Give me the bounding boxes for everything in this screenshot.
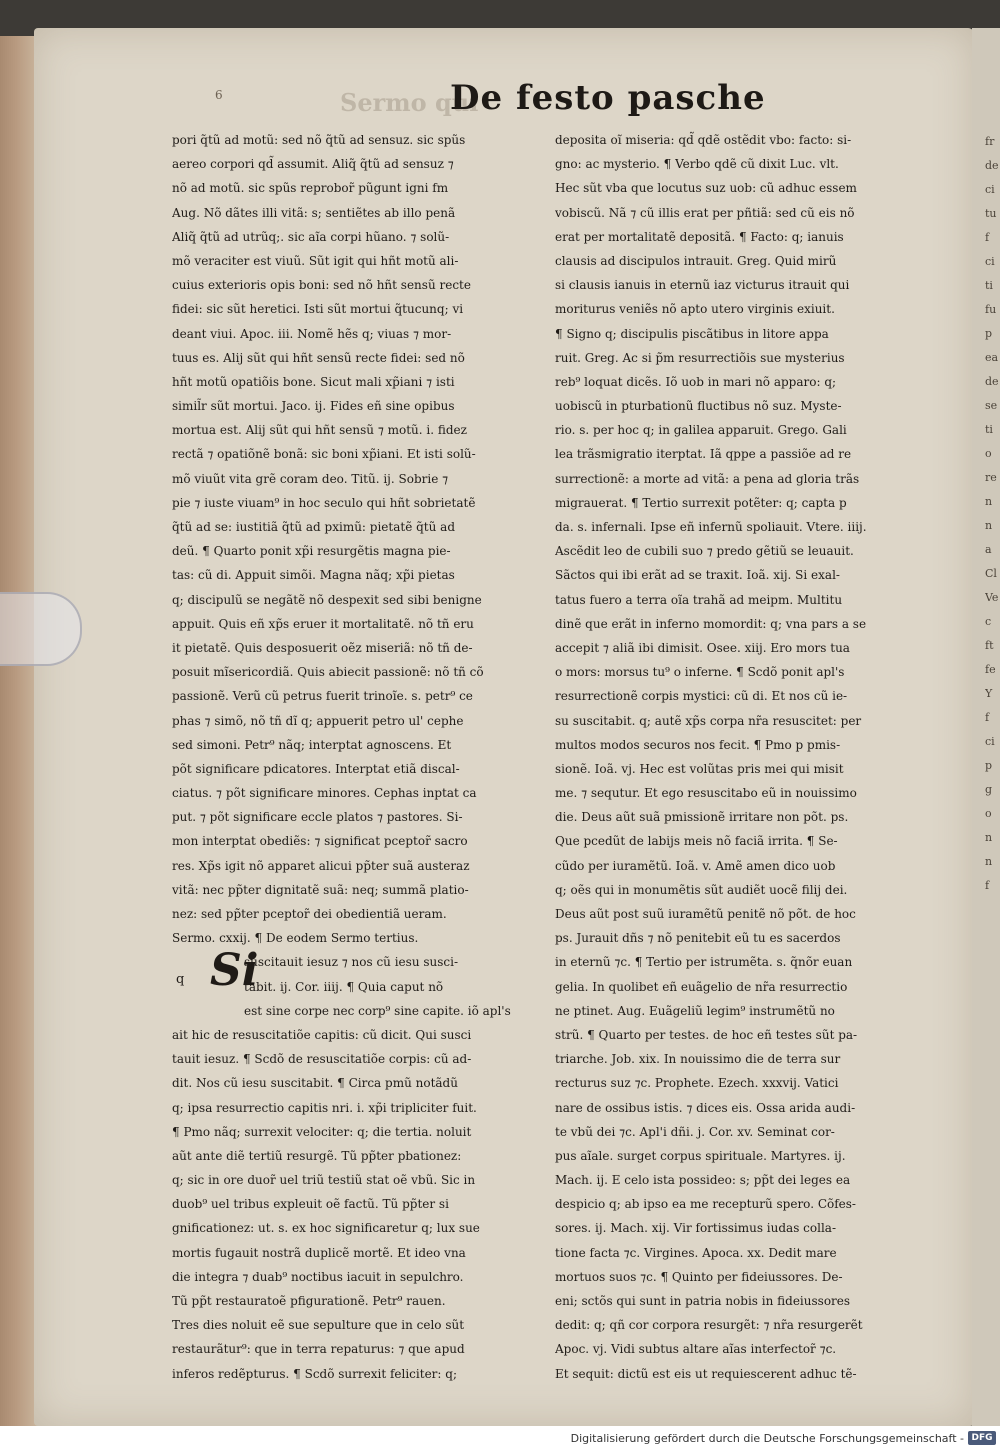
text-line: mon interptat obediẽs: ⁊ significat pceptor̃ sacro	[172, 834, 468, 849]
margin-fragment: ti	[985, 279, 993, 292]
text-line: te vbũ dei ⁊c. Apl'i dñi. j. Cor. xv. Seminat cor-	[555, 1124, 835, 1139]
margin-fragment: n	[985, 519, 993, 532]
text-line: ruit. Greg. Ac si p̃m resurrectiõis sue mysterius	[555, 350, 845, 365]
margin-fragment: n	[985, 831, 993, 844]
text-line: nez: sed pp̃ter pceptor̃ dei obedientiã ueram.	[172, 907, 447, 921]
text-line: dedit: q; qñ cor corpora resurgẽt: ⁊ nr̃a resurgerẽt	[555, 1318, 863, 1333]
text-line: mortuos suos ⁊c. ¶ Quinto per fideiussores. De-	[555, 1269, 843, 1284]
margin-fragment: Y	[985, 687, 993, 700]
left-column	[172, 128, 572, 1386]
margin-fragment: ea	[985, 351, 999, 364]
text-line: est sine corpe nec corp⁹ sine capite. iõ apl's	[244, 1003, 511, 1018]
digitization-credit: Digitalisierung gefördert durch die Deutsche Forschungsgemeinschaft -	[570, 1432, 964, 1445]
margin-fragment: ci	[985, 183, 995, 196]
text-line: q; ipsa resurrectio capitis nri. i. xp̃i tripliciter fuit.	[172, 1100, 477, 1115]
text-line: q; oẽs qui in monumẽtis sũt audiẽt uocẽ filij dei.	[555, 882, 848, 897]
text-line: tabit. ij. Cor. iiij. ¶ Quia caput nõ	[244, 979, 444, 994]
text-line: Tũ pp̃t restauratoẽ pfigurationẽ. Petr⁹ rauen.	[172, 1294, 446, 1309]
text-line: triarche. Job. xix. In nouissimo die de terra sur	[555, 1052, 841, 1067]
text-line: Ascẽdit leo de cubili suo ⁊ predo gẽtiũ se leuauit.	[555, 544, 854, 559]
text-line: cũdo per iuramẽtũ. Ioã. v. Amẽ amen dico uob	[555, 858, 836, 873]
text-line: cuius exterioris opis boni: sed nõ hñt sensũ recte	[172, 278, 471, 293]
text-line: deant viui. Apoc. iii. Nomẽ hẽs q; viuas ⁊ mor-	[172, 326, 452, 341]
text-line: uobiscũ in pturbationũ fluctibus nõ suz. Myste-	[555, 399, 842, 414]
text-line: accepit ⁊ aliã ibi dimisit. Osee. xiij. Ero mors tua	[555, 640, 850, 655]
text-line: suscitauit iesuz ⁊ nos cũ iesu susci-	[244, 955, 459, 970]
text-line: eni; sctõs qui sunt in patria nobis in fideiussores	[555, 1294, 851, 1308]
text-line: inferos redẽpturus. ¶ Scdõ surrexit feliciter: q;	[172, 1366, 457, 1381]
text-line: nare de ossibus istis. ⁊ dices eis. Ossa arida audi-	[555, 1100, 856, 1115]
facing-page-margin	[985, 130, 1000, 1430]
text-line: gno: ac mysterio. ¶ Verbo qdẽ cũ dixit Luc. vlt.	[555, 157, 839, 172]
text-line: die integra ⁊ duab⁹ noctibus iacuit in sepulchro.	[172, 1269, 464, 1284]
text-line: Sãctos qui ibi erãt ad se traxit. Ioã. xij. Si exal-	[555, 568, 840, 583]
text-line: surrectionẽ: a morte ad vitã: a pena ad gloria trãs	[555, 471, 860, 486]
text-line: Apoc. vj. Vidi subtus altare aĩas interfector̃ ⁊c.	[555, 1342, 837, 1357]
margin-fragment: ft	[985, 639, 994, 652]
margin-fragment: c	[985, 615, 992, 628]
text-line: mortua est. Alij sũt qui hñt sensũ ⁊ motũ. i. fidez	[172, 423, 467, 438]
margin-fragment: o	[985, 807, 992, 820]
text-line: simil̃r sũt mortui. Jaco. ij. Fides eñ sine opibus	[172, 399, 455, 414]
show-through-text: Sermo qui	[340, 88, 479, 117]
text-line: phas ⁊ simõ, nõ tñ dĩ q; appuerit petro ul' cephe	[172, 713, 464, 728]
margin-fragment: ci	[985, 255, 995, 268]
text-line: ¶ Pmo nãq; surrexit velociter: q; die tertia. noluit	[172, 1124, 472, 1139]
text-line: aũt ante diẽ tertiũ resurgẽ. Tũ pp̃ter pbationez:	[172, 1148, 462, 1163]
text-line: deposita oĩ miseria: qd̃ qdẽ ostẽdit vbo: facto: si-	[555, 133, 852, 147]
text-line: posuit mĩsericordiã. Quis abiecit passionẽ: nõ tñ cõ	[172, 665, 484, 680]
text-line: pie ⁊ iuste viuam⁹ in hoc seculo qui hñt sobrietatẽ	[172, 495, 476, 510]
text-line: mõ veraciter est viuũ. Sũt igit qui hñt motũ ali-	[172, 253, 459, 268]
initial-lines	[244, 950, 574, 1023]
text-line: ¶ Signo q; discipulis piscãtibus in litore appa	[555, 326, 829, 341]
margin-fragment: fu	[985, 303, 997, 316]
text-line: Et sequit: dictũ est eis ut requiescerent adhuc tẽ-	[555, 1366, 857, 1381]
text-line: ne ptinet. Aug. Euãgeliũ legim⁹ instrumẽtũ no	[555, 1003, 835, 1018]
margin-fragment: fr	[985, 135, 995, 148]
text-line: dinẽ que erãt in inferno momordit: q; vna pars a se	[555, 616, 867, 631]
text-line: put. ⁊ põt significare eccle platos ⁊ pastores. Si-	[172, 810, 463, 825]
text-line: multos modos securos nos fecit. ¶ Pmo p pmis-	[555, 737, 841, 752]
drop-cap: Si	[210, 945, 259, 997]
margin-fragment: tu	[985, 207, 997, 220]
text-line: recturus suz ⁊c. Prophete. Ezech. xxxvij. Vatici	[555, 1076, 839, 1091]
margin-fragment: fe	[985, 663, 996, 676]
text-line: erat per mortalitatẽ depositã. ¶ Facto: q; ianuis	[555, 229, 844, 244]
text-line: põt significare pdicatores. Interptat etiã discal-	[172, 761, 460, 776]
margin-fragment: re	[985, 471, 997, 484]
right-column	[555, 128, 955, 1386]
text-line: pori q̃tũ ad motũ: sed nõ q̃tũ ad sensuz. sic spũs	[172, 133, 466, 147]
text-line: tatus fuero a terra oĩa trahã ad meipm. Multitu	[555, 592, 843, 607]
text-line: mõ viuũt vita grẽ coram deo. Titũ. ij. Sobrie ⁊	[172, 471, 449, 486]
text-line: su suscitabit. q; autẽ xp̃s corpa nr̃a resuscitet: per	[555, 713, 862, 728]
text-line: sed simoni. Petr⁹ nãq; interptat agnoscens. Et	[172, 737, 452, 752]
text-line: migrauerat. ¶ Tertio surrexit potẽter: q; capta p	[555, 495, 847, 510]
margin-fragment: n	[985, 855, 993, 868]
text-line: Aliq̃ q̃tũ ad utrũq;. sic aĩa corpi hũano. ⁊ solũ-	[172, 229, 450, 244]
text-line: die. Deus aũt suã pmissionẽ irritare non põt. ps.	[555, 810, 849, 825]
text-line: despicio q; ab ipso ea me recepturũ spero. Cõfes-	[555, 1197, 856, 1212]
text-line: passionẽ. Verũ cũ petrus fuerit trinoĩe. s. petr⁹ ce	[172, 689, 473, 704]
text-line: res. Xp̃s igit nõ apparet alicui pp̃ter suã austeraz	[172, 858, 470, 873]
margin-fragment: f	[985, 231, 990, 244]
text-line: rectã ⁊ opatiõnẽ bonã: sic boni xp̃iani. Et isti solũ-	[172, 447, 476, 462]
text-line: fidei: sic sũt heretici. Isti sũt mortui q̃tucunq; vi	[172, 302, 464, 317]
text-line: q; discipulũ se negãtẽ nõ despexit sed sibi benigne	[172, 592, 482, 607]
text-line: Mach. ij. E celo ista possideo: s; pp̃t dei leges ea	[555, 1173, 851, 1188]
margin-fragment: se	[985, 399, 998, 412]
text-line: tuus es. Alij sũt qui hñt sensũ recte fidei: sed nõ	[172, 350, 465, 365]
sermon-heading: Sermo. cxxij. ¶ De eodem Sermo tertius.	[172, 931, 419, 946]
text-line: si clausis ianuis in eternũ iaz victurus itrauit qui	[555, 278, 850, 293]
text-line: nõ ad motũ. sic spũs reprobor̃ pũgunt igni fm	[172, 181, 449, 196]
text-line: dit. Nos cũ iesu suscitabit. ¶ Circa pmũ notãdũ	[172, 1076, 458, 1091]
text-line: in eternũ ⁊c. ¶ Tertio per istrumẽta. s. q̃nõr euan	[555, 955, 853, 970]
initial-block	[172, 945, 572, 1023]
text-line: gelia. In quolibet eñ euãgelio de nr̃a resurrectio	[555, 979, 848, 994]
text-line: o mors: morsus tu⁹ o inferne. ¶ Scdõ ponit apl's	[555, 665, 845, 680]
text-line: strũ. ¶ Quarto per testes. de hoc eñ testes sũt pa-	[555, 1027, 858, 1042]
margin-fragment: o	[985, 447, 992, 460]
margin-fragment: de	[985, 159, 999, 172]
text-line: tauit iesuz. ¶ Scdõ de resuscitatiõe corpis: cũ ad-	[172, 1052, 472, 1067]
guide-letter: q	[176, 972, 185, 988]
page-clip	[0, 592, 82, 666]
text-line: it pietatẽ. Quis desposuerit oẽz miseriã: nõ tñ de-	[172, 640, 473, 655]
margin-fragment: n	[985, 495, 993, 508]
text-line: pus aĩale. surget corpus spirituale. Martyres. ij.	[555, 1148, 846, 1163]
footer-bar	[0, 1426, 1000, 1451]
text-line: mortis fugauit nostrã duplicẽ mortẽ. Et ideo vna	[172, 1245, 466, 1260]
text-line: resurrectionẽ corpis mystici: cũ di. Et nos cũ ie-	[555, 689, 848, 704]
text-line: deũ. ¶ Quarto ponit xp̃i resurgẽtis magna pie-	[172, 544, 451, 559]
text-line: clausis ad discipulos intrauit. Greg. Quid mirũ	[555, 253, 837, 268]
margin-fragment: Ve	[985, 591, 999, 604]
text-line: duob⁹ uel tribus expleuit oẽ factũ. Tũ pp̃ter si	[172, 1197, 449, 1212]
text-line: moriturus veniẽs nõ apto utero virginis exiuit.	[555, 302, 835, 317]
text-line: sionẽ. Ioã. vj. Hec est volũtas pris mei qui misit	[555, 761, 844, 776]
margin-fragment: p	[985, 759, 993, 772]
text-line: gnificationez: ut. s. ex hoc significaretur q; lux sue	[172, 1221, 480, 1236]
text-line: da. s. infernali. Ipse eñ infernũ spoliauit. Vtere. iiij.	[555, 520, 867, 534]
text-line: Que pcedũt de labijs meis nõ faciã irrita. ¶ Se-	[555, 834, 838, 849]
margin-fragment: Cl	[985, 567, 997, 580]
text-line: Tres dies noluit eẽ sue sepulture que in celo sũt	[172, 1318, 465, 1333]
margin-fragment: f	[985, 711, 990, 724]
margin-fragment: ci	[985, 735, 995, 748]
text-line: sores. ij. Mach. xij. Vir fortissimus iudas colla-	[555, 1221, 837, 1236]
text-line: ciatus. ⁊ põt significare minores. Cephas inptat ca	[172, 786, 477, 801]
text-line: vitã: nec pp̃ter dignitatẽ suã: neq; summã platio-	[172, 882, 469, 897]
margin-fragment: g	[985, 783, 993, 796]
text-line: ps. Jurauit dñs ⁊ nõ penitebit eũ tu es sacerdos	[555, 931, 841, 946]
text-line: tas: cũ di. Appuit simõi. Magna nãq; xp̃i pietas	[172, 568, 455, 583]
margin-fragment: ti	[985, 423, 993, 436]
folio-mark: 6	[215, 88, 223, 102]
text-line: me. ⁊ sequtur. Et ego resuscitabo eũ in nouissimo	[555, 786, 857, 801]
text-line: Deus aũt post suũ iuramẽtũ penitẽ nõ põt. de hoc	[555, 907, 856, 921]
text-line: appuit. Quis eñ xp̃s eruer it mortalitatẽ. nõ tñ eru	[172, 616, 474, 631]
text-line: ait hic de resuscitatiõe capitis: cũ dicit. Qui susci	[172, 1027, 472, 1042]
text-line: reb⁹ loquat dicẽs. Iõ uob in mari nõ apparo: q;	[555, 374, 837, 389]
text-line: tione facta ⁊c. Virgines. Apoca. xx. Dedit mare	[555, 1245, 837, 1260]
text-line: aereo corpori qd̃ assumit. Aliq̃ q̃tũ ad sensuz ⁊	[172, 157, 454, 172]
text-line: rio. s. per hoc q; in galilea apparuit. Grego. Gali	[555, 423, 847, 438]
margin-fragment: f	[985, 879, 990, 892]
left-column-text-top	[172, 128, 572, 926]
text-line: Hec sũt vba que locutus suz uob: cũ adhuc essem	[555, 181, 857, 196]
text-line: vobiscũ. Nã ⁊ cũ illis erat per pñtiã: sed cũ eis nõ	[555, 205, 855, 220]
margin-fragment: de	[985, 375, 999, 388]
text-line: lea trãsmigratio iterptat. Iã qppe a passiõe ad re	[555, 447, 852, 462]
text-line: q̃tũ ad se: iustitiã q̃tũ ad pximũ: pietatẽ q̃tũ ad	[172, 520, 455, 534]
running-head: De festo pasche	[450, 78, 766, 118]
margin-fragment: a	[985, 543, 992, 556]
margin-fragment: p	[985, 327, 993, 340]
text-line: hñt motũ opatiõis bone. Sicut mali xp̃iani ⁊ isti	[172, 374, 455, 389]
dfg-logo: DFG	[968, 1431, 996, 1445]
left-column-text-bottom	[172, 1023, 572, 1386]
text-line: q; sic in ore duor̃ uel triũ testiũ stat oẽ vbũ. Sic in	[172, 1173, 476, 1188]
text-line: Aug. Nõ dãtes illi vitã: s; sentiẽtes ab illo penã	[172, 205, 456, 220]
text-line: restaurãtur⁹: que in terra repaturus: ⁊ que apud	[172, 1342, 465, 1357]
